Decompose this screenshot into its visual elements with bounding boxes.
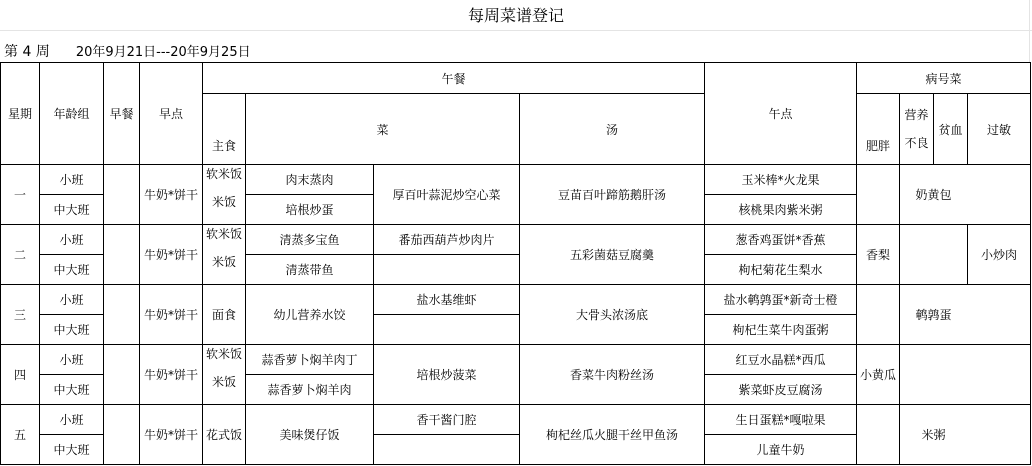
soup-cell: 五彩菌菇豆腐羹 [520, 225, 705, 285]
afternoon-snack-cell: 枸杞生菜牛肉蛋粥 [705, 315, 857, 345]
dish-cell: 清蒸多宝鱼 [246, 225, 374, 255]
soup-cell: 枸杞丝瓜火腿干丝甲鱼汤 [520, 405, 705, 465]
obese-cell [857, 405, 900, 465]
header-staple: 主食 [203, 94, 246, 165]
age-group-cell: 中大班 [40, 375, 104, 405]
allergy-cell: 小炒肉 [968, 225, 1031, 285]
age-group-cell: 中大班 [40, 195, 104, 225]
dish2-cell: 盐水基维虾 [374, 285, 520, 315]
week-range: 20年9月21日---20年9月25日 [75, 45, 251, 60]
header-afternoon-snack: 午点 [705, 63, 857, 165]
dish-cell: 幼儿营养水饺 [246, 285, 374, 345]
header-allergy: 过敏 [968, 94, 1031, 165]
header-age-group: 年龄组 [40, 63, 104, 165]
breakfast-cell [104, 225, 140, 285]
dish-cell: 美味煲仔饭 [246, 405, 374, 465]
age-group-cell: 中大班 [40, 315, 104, 345]
weekday-cell: 二 [1, 225, 40, 285]
header-weekday: 星期 [1, 63, 40, 165]
dish2-cell: 香干酱门腔 [374, 405, 520, 435]
dish-cell: 蒜香萝卜焖羊肉 [246, 375, 374, 405]
morning-snack-cell: 牛奶*饼干 [140, 225, 203, 285]
divider [1029, 0, 1030, 62]
header-malnutrition-line1: 营养 [904, 108, 929, 122]
header-malnutrition [900, 94, 934, 165]
age-group-cell: 中大班 [40, 255, 104, 285]
staple-small: 软米饭 [205, 347, 242, 361]
weekday-cell: 一 [1, 165, 40, 225]
dish-cell: 肉末蒸肉 [246, 165, 374, 195]
weekly-menu-table [0, 62, 1031, 465]
afternoon-snack-cell: 枸杞菊花生梨水 [705, 255, 857, 285]
dish-cell: 培根炒蛋 [246, 195, 374, 225]
soup-cell: 豆苗百叶蹄筋鹅肝汤 [520, 165, 705, 225]
afternoon-snack-cell: 儿童牛奶 [705, 435, 857, 465]
dish2-cell: 番茄西葫芦炒肉片 [374, 225, 520, 255]
staple-small: 软米饭 [205, 227, 242, 241]
morning-snack-cell: 牛奶*饼干 [140, 285, 203, 345]
header-lunch: 午餐 [203, 63, 705, 94]
header-anemia: 贫血 [934, 94, 968, 165]
week-label: 第 4 周 [4, 44, 50, 60]
breakfast-cell [104, 405, 140, 465]
staple-large: 米饭 [211, 195, 236, 209]
header-soup: 汤 [520, 94, 705, 165]
staple-cell [203, 345, 246, 405]
weekday-cell: 五 [1, 405, 40, 465]
dish2-cell [374, 435, 520, 465]
header-dish: 菜 [246, 94, 520, 165]
page-title: 每周菜谱登记 [467, 6, 564, 25]
age-group-cell: 小班 [40, 165, 104, 195]
staple-large: 米饭 [211, 255, 236, 269]
staple-large: 米饭 [211, 375, 236, 389]
obese-cell: 香梨 [857, 225, 900, 285]
afternoon-snack-cell: 紫菜虾皮豆腐汤 [705, 375, 857, 405]
dish2-cell: 厚百叶蒜泥炒空心菜 [374, 165, 520, 225]
header-malnutrition-line2: 不良 [904, 136, 929, 150]
afternoon-snack-cell: 盐水鹌鹑蛋*新奇士橙 [705, 285, 857, 315]
header-breakfast: 早餐 [104, 63, 140, 165]
dish2-cell [374, 255, 520, 285]
special-diet-cell: 奶黄包 [900, 165, 1031, 225]
weekday-cell: 三 [1, 285, 40, 345]
breakfast-cell [104, 285, 140, 345]
afternoon-snack-cell: 葱香鸡蛋饼*香蕉 [705, 225, 857, 255]
special-diet-cell: 米粥 [900, 405, 1031, 465]
staple-cell: 花式饭 [203, 405, 246, 465]
soup-cell: 大骨头浓汤底 [520, 285, 705, 345]
morning-snack-cell: 牛奶*饼干 [140, 345, 203, 405]
age-group-cell: 小班 [40, 345, 104, 375]
header-morning-snack: 早点 [140, 63, 203, 165]
obese-cell [857, 285, 900, 345]
header-special-diet: 病号菜 [857, 63, 1031, 94]
special-diet-cell: 鹌鹑蛋 [900, 285, 1031, 345]
staple-cell [203, 225, 246, 285]
dish-cell: 蒜香萝卜焖羊肉丁 [246, 345, 374, 375]
staple-cell: 面食 [203, 285, 246, 345]
afternoon-snack-cell: 红豆水晶糕*西瓜 [705, 345, 857, 375]
morning-snack-cell: 牛奶*饼干 [140, 405, 203, 465]
breakfast-cell [104, 165, 140, 225]
afternoon-snack-cell: 生日蛋糕*嘎啦果 [705, 405, 857, 435]
afternoon-snack-cell: 核桃果肉紫米粥 [705, 195, 857, 225]
afternoon-snack-cell: 玉米棒*火龙果 [705, 165, 857, 195]
divider [0, 30, 1032, 31]
dish-cell: 清蒸带鱼 [246, 255, 374, 285]
age-group-cell: 中大班 [40, 435, 104, 465]
obese-cell [857, 165, 900, 225]
breakfast-cell [104, 345, 140, 405]
morning-snack-cell: 牛奶*饼干 [140, 165, 203, 225]
staple-small: 软米饭 [205, 167, 242, 181]
dish2-cell [374, 315, 520, 345]
obese-cell: 小黄瓜 [857, 345, 900, 405]
staple-cell [203, 165, 246, 225]
dish2-cell: 培根炒菠菜 [374, 345, 520, 405]
age-group-cell: 小班 [40, 225, 104, 255]
special-diet-cell [900, 345, 1031, 405]
weekday-cell: 四 [1, 345, 40, 405]
age-group-cell: 小班 [40, 285, 104, 315]
header-obese: 肥胖 [857, 94, 900, 165]
week-info [4, 42, 251, 62]
age-group-cell: 小班 [40, 405, 104, 435]
soup-cell: 香菜牛肉粉丝汤 [520, 345, 705, 405]
special-diet-cell [900, 225, 968, 285]
